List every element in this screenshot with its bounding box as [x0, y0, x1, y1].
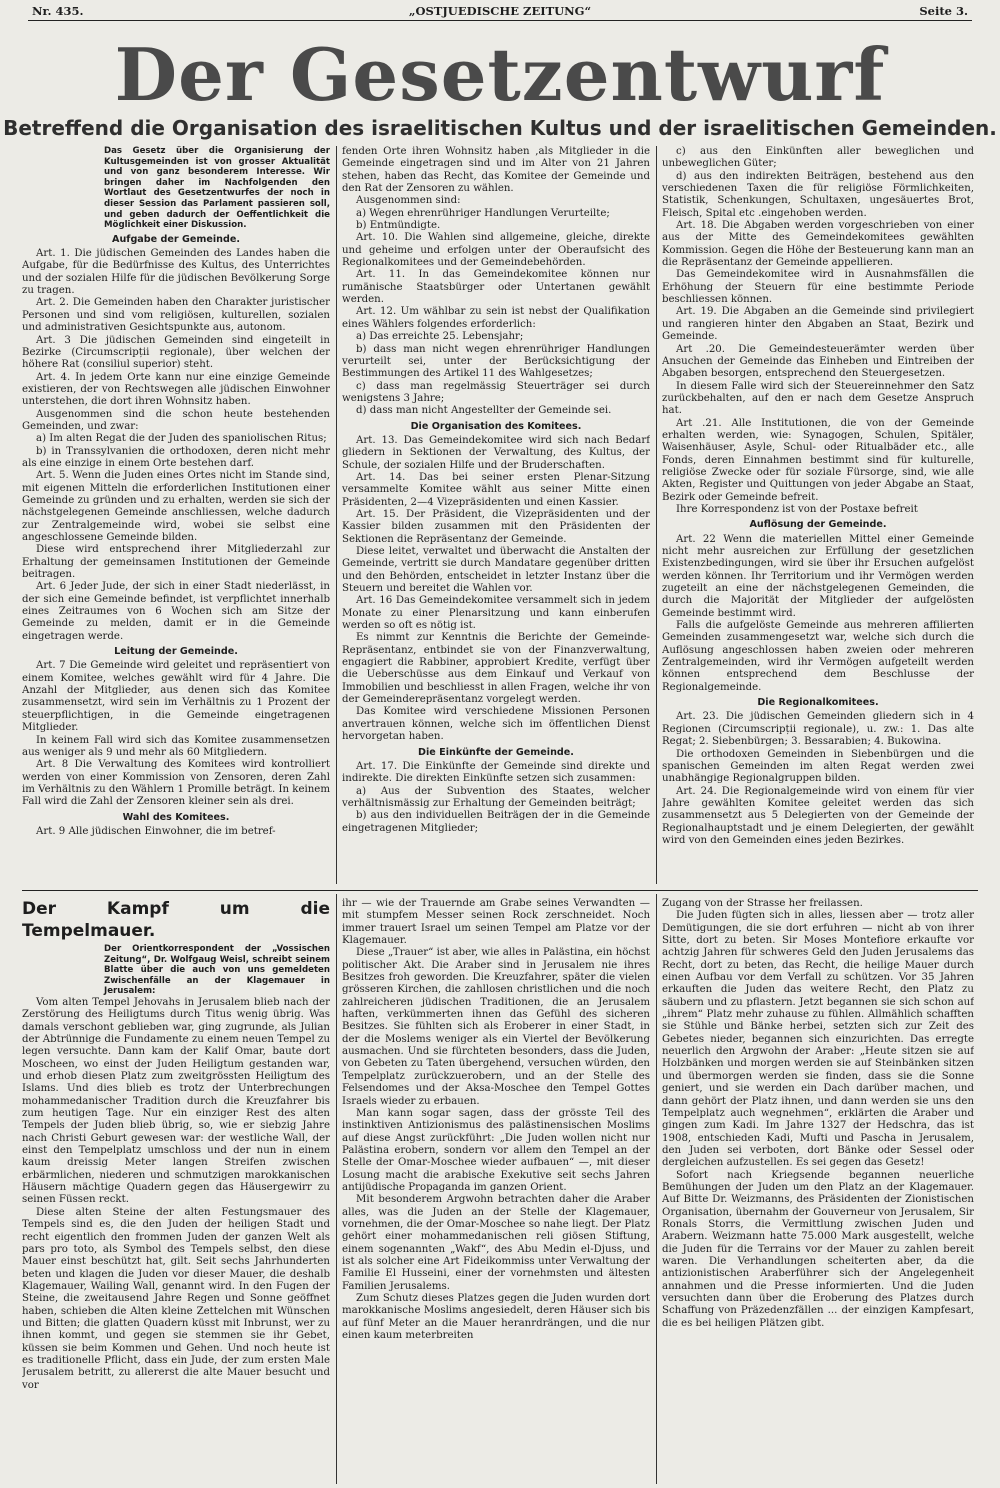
paragraph: Man kann sogar sagen, dass der grösste Teil des instinktiven Antizionismus des palästinensischen Moslims auf diese Angst zurückführt: „Die Juden wollen nicht nur Palästina erobern, sondern vor allem den Tempel an der Stelle der Omar-Moschee wieder aufbauen“ —, mit dieser Losung macht die arabische Exekutive seit sechs Jahren antijüdische Propaganda im ganzen Orient.: [342, 1107, 650, 1193]
paragraph: a) Aus der Subvention des Staates, welcher verhältnismässig zur Erhaltung der Gemeinden beiträgt;: [342, 785, 650, 809]
paragraph: Art. 11. In das Gemeindekomitee können nur rumänische Staatsbürger oder Untertanen gewählt werden.: [342, 269, 650, 306]
paper-name: „OSTJUEDISCHE ZEITUNG“: [408, 4, 592, 18]
paragraph: Art. 16 Das Gemeindekomitee versammelt sich in jedem Monate zu einer Plenarsitzung und kann einberufen werden so oft es nötig ist.: [342, 595, 650, 632]
paragraph: Art. 13. Das Gemeindekomitee wird sich nach Bedarf gliedern in Sektionen der Verwaltung, des Kultus, der Schule, der sozialen Hilfe und der Bruderschaften.: [342, 434, 650, 471]
paragraph: Art. 3 Die jüdischen Gemeinden sind eingeteilt in Bezirke (Circumscripții regionale), über welchen der höhere Rat (consiliul superior) steht.: [22, 334, 330, 371]
paragraph: Art. 1. Die jüdischen Gemeinden des Landes haben die Aufgabe, für die Bedürfnisse des Kultus, des Unterrichtes und der sozialen Hilfe für die jüdischen Bevölkerung Sorge zu tragen.: [22, 248, 330, 297]
paragraph: Art. 5. Wenn die Juden eines Ortes nicht im Stande sind, mit eigenen Mitteln die erforderlichen Institutionen einer Gemeinde zu gründen und zu erhalten, werden sie sich der nächstgelegenen Gemeinde anschliessen, welche dadurch zur Zentralgemeinde wird, wobei sie selbst eine angeschlossene Gemeinde bilden.: [22, 470, 330, 543]
paragraph: ihr — wie der Trauernde am Grabe seines Verwandten — mit stumpfem Messer seinen Rock zerschneidet. Noch immer trauert Israel um seinen Tempel am Platze vor der Klagemauer.: [342, 898, 650, 947]
issue-number: Nr. 435.: [32, 4, 84, 18]
paragraph: Art .21. Alle Institutionen, die von der Gemeinde erhalten werden, wie: Synagogen, Schulen, Spitäler, Waisenhäuser, Asyle, Schul- oder Ritualbäder etc., alle Fonds, deren Einnahmen bestimmt sind für kulturelle, religiöse Zwecke oder für soziale Fürsorge, sind, wie alle Akten, Register und Quittungen von jeder Abgabe an Staat, Bezirk oder Gemeinde befreit.: [662, 417, 974, 503]
paragraph: Die Juden fügten sich in alles, liessen aber — trotz aller Demütigungen, die sie dort erfuhren — nicht ab von ihrer Sitte, dort zu beten. Sir Moses Montefiore erkaufte vor achtzig Jahren für schweres Geld den Juden Jerusalems das Recht, dort zu beten, das Recht, die heilige Mauer durch einen Aufbau vor dem Verfall zu schützen. Vor 35 Jahren erkauften die Juden das weitere Recht, den Platz zu säubern und zu pflastern. Jetzt begannen sie sich schon auf „ihrem“ Platz mehr zuhause zu fühlen. Allmählich schafften sie Stühle und Bänke herbei, setzten sich zur Zeit des Gebetes nieder, begannen sich einzurichten. Das erregte neuerlich den Argwohn der Araber: „Heute sitzen sie auf Holzbänken und morgen werden sie auf Steinbänken sitzen und übermorgen werden sie finden, dass sie die Sonne geniert, und sie werden ein Dach darüber machen, und dann gehört der Platz ihnen, und dann werden sie uns den Tempelplatz auch wegnehmen“, erklärten die Araber und gingen zum Kadi. Im Jahre 1327 der Hedschra, das ist 1908, entschieden Kadi, Mufti und Pascha in Jerusalem, den Juden sei verboten, dort Bänke oder Sessel oder dergleichen aufzustellen. Es sei gegen das Gesetz!: [662, 910, 974, 1169]
paragraph: Art. 2. Die Gemeinden haben den Charakter juristischer Personen und sind vom religiösen, kulturellen, sozialen und administrativen Gesichtspunkte aus, autonom.: [22, 297, 330, 334]
paragraph: Art. 8 Die Verwaltung des Komitees wird kontrolliert werden von einer Kommission von Zensoren, deren Zahl im Verhältnis zu den Wählern 1 Promille beträgt. In keinem Fall wird die Zahl der Zensoren kleiner sein als drei.: [22, 759, 330, 808]
section-heading: Die Einkünfte der Gemeinde.: [418, 746, 574, 758]
paragraph: Art .20. Die Gemeindesteuerämter werden über Ansuchen der Gemeinde das Einheben und Eintreiben der Abgaben besorgen, entsprechend den Steuergesetzen.: [662, 343, 974, 380]
paragraph: Vom alten Tempel Jehovahs in Jerusalem blieb nach der Zerstörung des Heiligtums durch Titus wenig übrig. Was damals verschont geblieben war, ging zugrunde, als Julian der Abtrünnige die Fundamente zu einem neuen Tempel zu legen versuchte. Dann kam der Kalif Omar, baute dort Moscheen, wo einst der Juden Heiligtum gestanden war, und erhob diesen Platz zum zweitgrössten Heiligtum des Islams. Und dies blieb es trotz der Unterbrechungen mohammedanischer Tradition durch die Kreuzfahrer bis zum heutigen Tage. Nur ein einziger Rest des alten Tempels der Juden blieb übrig, so, wie er siebzig Jahre nach Christi Geburt gewesen war: der westliche Wall, der einst den Tempelplatz umschloss und der nun in einem kaum dreissig Meter langen Streifen zwischen erbärmlichen, niederen und schmutzigen marokkanischen Häusern mächtige Quadern gegen das Häusergewirr zu seinen Füssen reckt.: [22, 996, 330, 1206]
paragraph: b) dass man nicht wegen ehrenrühriger Handlungen verurteilt sei, unter der Berücksichtigung der Bestimmungen des Artikel 11 des Wahlgesetzes;: [342, 343, 650, 380]
paragraph: Diese „Trauer“ ist aber, wie alles in Palästina, ein höchst politischer Akt. Die Araber sind in Jerusalem nie ihres Besitzes froh geworden. Die Kreuzfahrer, später die vielen grösseren Kirchen, die zahllosen christlichen und die noch zahlreicheren jüdischen Traditionen, die an Jerusalem haften, verkümmerten ihnen das Gefühl des sicheren Besitzes. Sie fühlten sich als Eroberer in einer Stadt, in der die Moslems weniger als ein Viertel der Bevölkerung ausmachen. Und sie fürchteten besonders, dass die Juden, von Gebeten zu Taten übergehend, versuchen würden, den Tempelplatz zurückzuerobern, und an der Stelle des Felsendomes und der Aksa-Moschee den Tempel Gottes Israels wieder zu erbauen.: [342, 947, 650, 1107]
article1-col1: [22, 146, 330, 884]
paragraph: Zugang von der Strasse her freilassen.: [662, 898, 863, 909]
masthead: [32, 4, 968, 20]
paragraph: a) Wegen ehrenrühriger Handlungen Verurteilte;: [356, 207, 610, 219]
section-heading: Die Regionalkomitees.: [757, 697, 879, 709]
paragraph: Art. 9 Alle jüdischen Einwohner, die im betref-: [36, 825, 276, 837]
paragraph: Mit besonderem Argwohn betrachten daher die Araber alles, was die Juden an der Stelle der Klagemauer, vornehmen, die der Omar-Moschee so nahe liegt. Der Platz gehört einer mohammedanischen reli giösen Stiftung, einem sogenannten „Wakf“, des Abu Medin el-Djuss, und ist als solcher eine Art Fideikommiss unter Verwaltung der Familie El Husseini, einer der vornehmsten und ältesten Familien Jerusalems.: [342, 1194, 650, 1292]
column-divider: [656, 146, 657, 884]
article1-subtitle: Betreffend die Organisation des israelitischen Kultus und der israelitischen Gemeinden.: [3, 116, 997, 140]
paragraph: Art. 24. Die Regionalgemeinde wird von einem für vier Jahre gewählten Komitee geleitet werden das sich zusammensetzt aus 5 Delegierten von der Gemeinde der Regionalhauptstadt und je einem Delegierten, der gewählt wird von den Gemeinden eines jeden Bezirkes.: [662, 785, 974, 846]
section-heading: Auflösung der Gemeinde.: [749, 519, 887, 531]
paragraph: Das Komitee wird verschiedene Missionen Personen anvertrauen können, welche sich im öffentlichen Dienst hervorgetan haben.: [342, 706, 650, 743]
section-heading: Wahl des Komitees.: [122, 811, 230, 823]
column-divider: [336, 894, 337, 1484]
article2-col3: [662, 898, 974, 1484]
paragraph: Ausgenommen sind die schon heute bestehenden Gemeinden, und zwar:: [22, 408, 330, 432]
article1-intro: Das Gesetz über die Organisierung der Kultusgemeinden ist von grosser Aktualität und von ganz besonderem Interesse. Wir bringen daher im Nachfolgenden den Wortlaut des Gesetzentwurfes der noch in dieser Session das Parlament passieren soll, und geben dadurch der Oeffentlichkeit die Möglichkeit einer Diskussion.: [104, 146, 330, 231]
paragraph: Diese wird entsprechend ihrer Mitgliederzahl zur Erhaltung der gemeinsamen Institutionen der Gemeinde beitragen.: [22, 544, 330, 581]
article2-intro: Der Orientkorrespondent der „Vossischen Zeitung“, Dr. Wolfgaug Weisl, schreibt seinem Blatte über die auch von uns gemeldeten Zwischenfälle an der Klagemauer in Jerusalem:: [104, 944, 330, 997]
paragraph: In diesem Falle wird sich der Steuereinnehmer den Satz zurückbehalten, auf den er nach dem Gesetze Anspruch hat.: [662, 380, 974, 417]
paragraph: Art. 6 Jeder Jude, der sich in einer Stadt niederlässt, in der sich eine Gemeinde befindet, ist verpflichtet innerhalb eines Zeitraumes von 6 Wochen sich am Sitze der Gemeinde zu melden, damit er in die Gemeinde eingetragen werde.: [22, 581, 330, 642]
paragraph: Sofort nach Kriegsende begannen neuerliche Bemühungen der Juden um den Platz an der Klagemauer. Auf Bitte Dr. Weizmanns, des Präsidenten der Zionistischen Organisation, übernahm der Gouverneur von Jerusalem, Sir Ronals Storrs, die Vermittlung zwischen Juden und Arabern. Weizmann hatte 75.000 Mark ausgestellt, welche die Juden für die Terrains vor der Mauer zu zahlen bereit waren. Die Verhandlungen scheiterten aber, da die antizionistischen Araberführer sich der Angelegenheit annahmen und die Presse informierten. Und die Juden versuchten dann über die Eroberung des Platzes durch Schaffung von Präzedenzfällen ... der einzigen Kampfesart, die es bei heiligen Plätzen gibt.: [662, 1169, 974, 1329]
paragraph: Es nimmt zur Kenntnis die Berichte der Gemeinde-Repräsentanz, entbindet sie von der Finanzverwaltung, engagiert die Rabbiner, approbiert Kredite, verfügt über die Ueberschüsse aus dem Einkauf und Verkauf von Immobilien und beschliesst in allen Fragen, welche ihr von der Gemeinderepräsentanz vorgelegt werden.: [342, 632, 650, 706]
article2-col2: [342, 898, 650, 1484]
paragraph: Die orthodoxen Gemeinden in Siebenbürgen und die spanischen Gemeinden im alten Regat werden zwei unabhängige Regionalgruppen bilden.: [662, 748, 974, 785]
paragraph: Diese leitet, verwaltet und überwacht die Anstalten der Gemeinde, vertritt sie durch Mandatare gegenüber dritten und den Behörden, entscheidet in letzter Instanz über die Steuern und bereitet die Wahlen vor.: [342, 546, 650, 595]
paragraph: Art. 7 Die Gemeinde wird geleitet und repräsentiert von einem Komitee, welches gewählt wird für 4 Jahre. Die Anzahl der Mitglieder, aus denen sich das Komitee zusammensetzt, wird sein im Verhältnis zu 1 Prozent der steuerpflichtigen, in die Gemeinde eingetragenen Mitglieder.: [22, 660, 330, 734]
paragraph: Das Gemeindekomitee wird in Ausnahmsfällen die Erhöhung der Steuern für eine bestimmte Periode beschliessen können.: [662, 269, 974, 306]
paragraph: Art. 22 Wenn die materiellen Mittel einer Gemeinde nicht mehr ausreichen zur Erfüllung der gesetzlichen Existenzbedingungen, wird sie über ihr Ersuchen aufgelöst werden können. Ihr Territorium und ihr Vermögen werden zugeteilt an eine der nächstgelegenen Gemeinden, die durch die Majorität der Mitglieder der aufgelösten Gemeinde bestimmt wird.: [662, 533, 974, 619]
column-divider: [336, 146, 337, 884]
article1-title: Der Gesetzentwurf: [114, 32, 886, 117]
paragraph: Falls die aufgelöste Gemeinde aus mehreren affilierten Gemeinden zusammengesetzt war, welche sich durch die Auflösung angeschlossen haben zweien oder mehreren Zentralgemeinden, wird ihr Vermögen aufgeteilt werden können entsprechend dem Beschlusse der Regionalgemeinde.: [662, 620, 974, 693]
paragraph: Zum Schutz dieses Platzes gegen die Juden wurden dort marokkanische Moslims angesiedelt, deren Häuser sich bis auf fünf Meter an die Mauer heranrdrängen, und die nur einen kaum meterbreiten: [342, 1293, 650, 1342]
paragraph: In keinem Fall wird sich das Komitee zusammensetzen aus weniger als 9 und mehr als 60 Mitgliedern.: [22, 734, 330, 758]
paragraph: b) aus den individuellen Beiträgen der in die Gemeinde eingetragenen Mitglieder;: [342, 810, 650, 834]
paragraph: c) aus den Einkünften aller beweglichen und unbeweglichen Güter;: [662, 146, 974, 170]
paragraph: a) Im alten Regat die der Juden des spaniolischen Ritus;: [36, 433, 327, 445]
section-heading: Aufgabe der Gemeinde.: [112, 233, 240, 245]
article2-title: Der Kampf um die Tempelmauer.: [22, 899, 330, 941]
paragraph: b) Entmündigte.: [356, 220, 441, 232]
paragraph: b) in Transsylvanien die orthodoxen, deren nicht mehr als eine einzige in einem Orte bestehen darf.: [22, 445, 330, 469]
paragraph: d) dass man nicht Angestellter der Gemeinde sei.: [356, 405, 612, 417]
section-heading: Die Organisation des Komitees.: [410, 420, 582, 432]
paragraph: fenden Orte ihren Wohnsitz haben ,als Mitglieder in die Gemeinde eingetragen sind und im Alter von 21 Jahren stehen, haben das Recht, das Komitee der Gemeinde und den Rat der Zensoren zu wählen.: [342, 146, 650, 195]
paragraph: Diese alten Steine der alten Festungsmauer des Tempels sind es, die den Juden der heiligen Stadt und recht eigentlich den frommen Juden der ganzen Welt als pars pro toto, als Symbol des Tempels selbst, den diese Mauer einst beschützt hat, gilt. Seit sechs Jahrhunderten beten und klagen die Juden vor dieser Mauer, die deshalb Klagemauer, Wailing Wall, genannt wird. In den Fugen der Steine, die zweitausend Jahre Regen und Sonne geöffnet haben, schieben die Alten kleine Zettelchen mit Wünschen und Bitten; die glatten Quadern küsst mit Inbrunst, wer zu ihnen kommt, und gegen sie stemmen sie ihr Gebet, küssen sie beim Kommen und Gehen. Und noch heute ist es traditionelle Pflicht, dass ein Jude, der zum ersten Male Jerusalem betritt, zu allererst die alte Mauer besucht und vor: [22, 1206, 330, 1391]
section-heading: Leitung der Gemeinde.: [114, 646, 238, 658]
paragraph: d) aus den indirekten Beiträgen, bestehend aus den verschiedenen Taxen die für religiöse Förmlichkeiten, Statistik, Schenkungen, Schultaxen, ungesäuertes Brot, Fleisch, Spital etc .eingehoben werden.: [662, 170, 974, 219]
paragraph: c) dass man regelmässig Steuerträger sei durch wenigstens 3 Jahre;: [342, 380, 650, 404]
paragraph: Art. 10. Die Wahlen sind allgemeine, gleiche, direkte und geheime und erfolgen unter der Oberaufsicht des Regionalkomitees und der Gemeindebehörden.: [342, 232, 650, 269]
page-number: Seite 3.: [919, 4, 968, 18]
paragraph: Ausgenommen sind:: [356, 195, 461, 207]
article-separator: [22, 890, 978, 891]
article1-col3: [662, 146, 974, 884]
paragraph: Art. 19. Die Abgaben an die Gemeinde sind privilegiert und rangieren hinter den Abgaben an Staat, Bezirk und Gemeinde.: [662, 306, 974, 343]
paragraph: Art. 15. Der Präsident, die Vizepräsidenten und der Kassier bilden zusammen mit den Präsidenten der Sektionen die Repräsentanz der Gemeinde.: [342, 508, 650, 545]
paragraph: Art. 18. Die Abgaben werden vorgeschrieben von einer aus der Mitte des Gemeindekomitees gewählten Kommission. Gegen die Höhe der Besteuerung kann man an die Repräsentanz der Gemeinde appellieren.: [662, 220, 974, 269]
column-divider: [656, 894, 657, 1484]
paragraph: Art. 12. Um wählbar zu sein ist nebst der Qualifikation eines Wählers folgendes erforderlich:: [342, 306, 650, 330]
paragraph: Art. 17. Die Einkünfte der Gemeinde sind direkte und indirekte. Die direkten Einkünfte setzen sich zusammen:: [342, 760, 650, 785]
paragraph: Ihre Korrespondenz ist von der Postaxe befreit: [676, 503, 918, 515]
paragraph: Art. 23. Die jüdischen Gemeinden gliedern sich in 4 Regionen (Circumscripții regionale), u. zw.: 1. Das alte Regat; 2. Siebenbürgen; 3. Bessarabien; 4. Bukowina.: [662, 711, 974, 748]
paragraph: Art. 4. In jedem Orte kann nur eine einzige Gemeinde existieren, der von Rechtswegen alle jüdischen Einwohner unterstehen, die dort ihren Wohnsitz haben.: [22, 371, 330, 408]
paragraph: a) Das erreichte 25. Lebensjahr;: [356, 331, 524, 343]
paragraph: Art. 14. Das bei seiner ersten Plenar-Sitzung versammelte Komitee wählt aus seiner Mitte einen Präsidenten, 2—4 Vizepräsidenten und einen Kassier.: [342, 471, 650, 508]
article1-col2: [342, 146, 650, 884]
masthead-rule: [28, 20, 972, 21]
article2-col1: [22, 898, 330, 1484]
